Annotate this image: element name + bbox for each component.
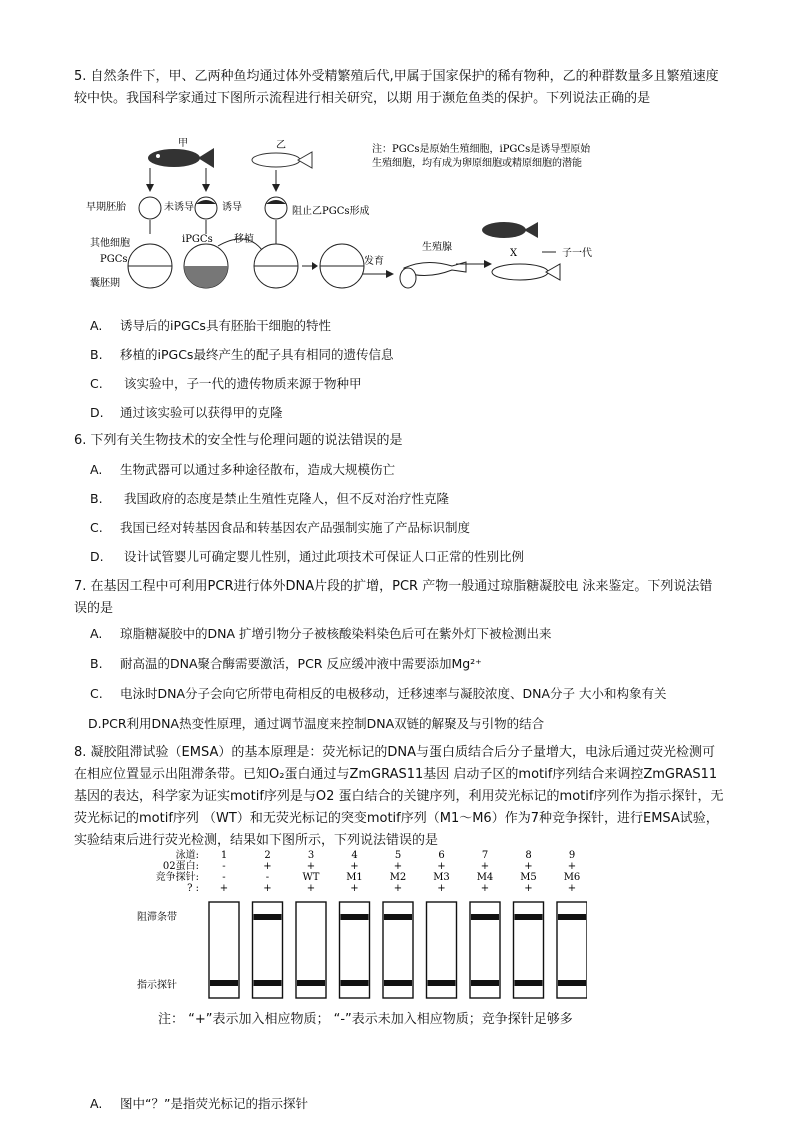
gel-probe-band bbox=[471, 980, 499, 986]
gel-lane-protein: + bbox=[567, 861, 577, 872]
label-block: 阻止乙PGCs形成 bbox=[292, 206, 370, 217]
gel-lane-num: 8 bbox=[525, 850, 532, 861]
figure-note-line1: 注：PGCs是原始生殖细胞，iPGCs是诱导型原始 bbox=[372, 144, 591, 155]
gel-lane-probe: M3 bbox=[433, 872, 450, 883]
fish-yi-icon bbox=[252, 152, 312, 168]
label-induced: 诱导 bbox=[222, 202, 242, 213]
gel-lane-num: 1 bbox=[220, 850, 228, 861]
q7-option-a: A. 琼脂糖凝胶中的DNA 扩增引物分子被核酸染料染色后可在紫外灯下被检测出来 bbox=[90, 626, 552, 641]
q7-option-c: C. 电泳时DNA分子会向它所带电荷相反的电极移动，迁移速率与凝胶浓度、DNA分子 大小和构象有关 bbox=[90, 686, 667, 701]
label-gonad: 生殖腺 bbox=[422, 242, 452, 253]
gel-probe-band bbox=[558, 980, 586, 986]
gel-row-label: 02蛋白: bbox=[162, 861, 199, 872]
q6-stem: 6. 下列有关生物技术的安全性与伦理问题的说法错误的是 bbox=[74, 433, 403, 448]
q6-option-a: A. 生物武器可以通过多种途径散布，造成大规模伤亡 bbox=[90, 462, 396, 477]
gel-lane-q: + bbox=[306, 883, 316, 894]
gel-note: 注： “+”表示加入相应物质； “-”表示未加入相应物质；竞争探针足够多 bbox=[158, 1012, 573, 1027]
gel-shift-band bbox=[384, 914, 412, 920]
label-cross: X bbox=[510, 248, 518, 259]
q8-option-a: A. 图中“？”是指荧光标记的指示探针 bbox=[90, 1096, 308, 1111]
gel-shift-band bbox=[558, 914, 586, 920]
gel-lane-num: 7 bbox=[481, 850, 489, 861]
gel-lane-probe: M5 bbox=[520, 872, 537, 883]
gel-lane-probe: M2 bbox=[389, 872, 407, 883]
q5-option-c: C. 该实验中，子一代的遗传物质来源于物种甲 bbox=[90, 376, 362, 391]
gel-shift-band bbox=[254, 914, 282, 920]
gel-lane-num: 9 bbox=[568, 850, 576, 861]
gel-lane-protein: + bbox=[350, 861, 359, 872]
gel-lane-probe: M4 bbox=[476, 872, 494, 883]
q7-option-d: D.PCR利用DNA热变性原理，通过调节温度来控制DNA双链的解聚及与引物的结合 bbox=[88, 716, 545, 731]
gel-row-label: 泳道: bbox=[175, 850, 199, 861]
gel-probe-band bbox=[341, 980, 369, 986]
gel-lane-probe: - bbox=[265, 872, 270, 883]
gel-probe-band bbox=[515, 980, 543, 986]
gel-lane-protein: + bbox=[263, 861, 272, 872]
adult-fish-icon bbox=[492, 264, 560, 280]
larva-icon bbox=[400, 262, 466, 288]
q6-option-d: D. 设计试管婴儿可确定婴儿性别，通过此项技术可保证人口正常的性别比例 bbox=[90, 549, 524, 564]
label-not-induced: 未诱导 bbox=[164, 202, 194, 213]
gel-probe-band bbox=[428, 980, 456, 986]
gel-lane-q: + bbox=[480, 883, 490, 894]
label-other-cells: 其他细胞 bbox=[90, 238, 130, 249]
fish-jia-icon bbox=[148, 148, 214, 168]
gel-lane-q: + bbox=[263, 883, 272, 894]
q8-stem: 8. 凝胶阻滞试验（EMSA）的基本原理是：荧光标记的DNA与蛋白质结合后分子量增大，电泳后通过荧光检测可在相应位置显示出阻滞条带。已知O₂蛋白通过与ZmGRAS11基因 启动子区的motif序列结合来调控ZmGRAS11基因的表达，科学家为证实motif序列是与O2 蛋白结合的关键序列，利用荧光标记的motif序列作为指示探针，无荧光标记的motif序列 （WT）和无荧光标记的突变motif序列（M1～M6）作为7种竞争探针，进行EMSA试验， 实验结束后进行荧光检测，结果如下图所示，下列说法错误的是 bbox=[74, 745, 724, 848]
gel-lane-protein: + bbox=[437, 861, 446, 872]
gel-lane-probe: - bbox=[222, 872, 226, 883]
gel-lane-protein: + bbox=[393, 861, 403, 872]
figure-note-line2: 生殖细胞，均有成为卵原细胞或精原细胞的潜能 bbox=[372, 158, 582, 169]
emsa-gel-figure bbox=[137, 848, 587, 1004]
label-blastula: 囊胚期 bbox=[90, 278, 120, 289]
gel-lane-protein: - bbox=[222, 861, 226, 872]
gel-lane-q: + bbox=[524, 883, 533, 894]
label-pgcs: PGCs bbox=[100, 254, 128, 265]
fish-experiment-figure bbox=[86, 138, 634, 314]
label-develop: 发育 bbox=[364, 256, 384, 267]
gel-probe-band bbox=[210, 980, 238, 986]
gel-lane-q: + bbox=[567, 883, 577, 894]
gel-row-label: 竞争探针: bbox=[155, 872, 199, 883]
gel-lane-num: 6 bbox=[438, 850, 445, 861]
gel-probe-label: 指示探针 bbox=[137, 980, 177, 991]
gel-lane-q: + bbox=[393, 883, 403, 894]
gel-lane-num: 2 bbox=[264, 850, 271, 861]
gel-lane-q: + bbox=[219, 883, 229, 894]
q5-option-b: B. 移植的iPGCs最终产生的配子具有相同的遗传信息 bbox=[90, 347, 394, 362]
gel-lane-probe: M6 bbox=[563, 872, 581, 883]
label-ipgcs: iPGCs bbox=[182, 234, 213, 245]
label-offspring: 子一代 bbox=[562, 248, 592, 259]
gel-probe-band bbox=[254, 980, 282, 986]
q7-option-b: B. 耐高温的DNA聚合酶需要激活，PCR 反应缓冲液中需要添加Mg²⁺ bbox=[90, 656, 482, 671]
gel-lane-probe: M1 bbox=[346, 872, 363, 883]
q7-stem: 7. 在基因工程中可利用PCR进行体外DNA片段的扩增，PCR 产物一般通过琼脂糖凝胶电 泳来鉴定。下列说法错误的是 bbox=[74, 579, 713, 616]
gel-lane-protein: + bbox=[480, 861, 490, 872]
label-jia: 甲 bbox=[178, 138, 188, 149]
gel-lane-q: + bbox=[350, 883, 359, 894]
label-transplant: 移植 bbox=[234, 234, 254, 245]
gel-shift-band bbox=[471, 914, 499, 920]
mate-fish-icon bbox=[482, 222, 538, 238]
q6-option-b: B. 我国政府的态度是禁止生殖性克隆人，但不反对治疗性克隆 bbox=[90, 491, 449, 506]
gel-lane-protein: + bbox=[524, 861, 533, 872]
q6-option-c: C. 我国已经对转基因食品和转基因农产品强制实施了产品标识制度 bbox=[90, 520, 471, 535]
gel-lane-num: 3 bbox=[307, 850, 315, 861]
gel-lane-protein: + bbox=[306, 861, 316, 872]
q5-option-a: A. 诱导后的iPGCs具有胚胎干细胞的特性 bbox=[90, 318, 331, 333]
gel-probe-band bbox=[297, 980, 325, 986]
label-yi: 乙 bbox=[276, 140, 286, 151]
gel-lane-q: + bbox=[437, 883, 446, 894]
label-early-embryo: 早期胚胎 bbox=[86, 202, 126, 213]
gel-shift-band bbox=[515, 914, 543, 920]
gel-lane-probe: WT bbox=[302, 872, 320, 883]
gel-row-label: ? : bbox=[187, 883, 199, 894]
gel-lane-num: 5 bbox=[394, 850, 402, 861]
gel-lane-num: 4 bbox=[351, 850, 358, 861]
gel-shift-label: 阻滞条带 bbox=[137, 912, 177, 923]
q5-stem: 5. 自然条件下，甲、乙两种鱼均通过体外受精繁殖后代,甲属于国家保护的稀有物种，乙的种群数量多且繁殖速度较中快。我国科学家通过下图所示流程进行相关研究，以期 用于濒危鱼类的保护。下列说法正确的是 bbox=[74, 69, 719, 106]
gel-probe-band bbox=[384, 980, 412, 986]
gel-shift-band bbox=[341, 914, 369, 920]
q5-option-d: D. 通过该实验可以获得甲的克隆 bbox=[90, 405, 283, 420]
